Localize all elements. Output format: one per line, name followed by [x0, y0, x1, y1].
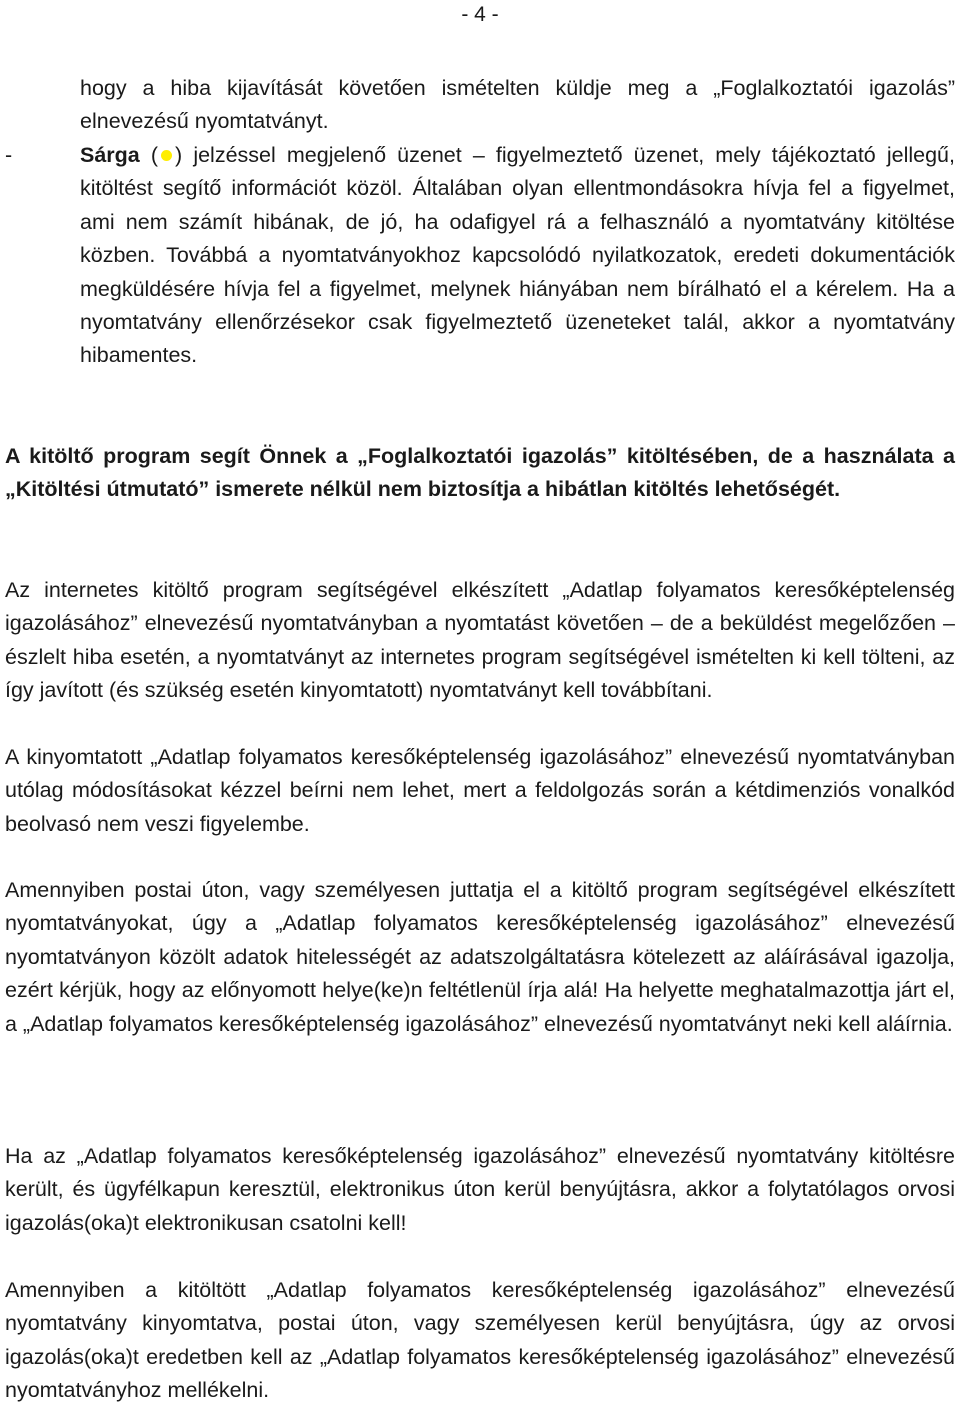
yellow-label: Sárga — [80, 143, 140, 167]
list-item-text — [80, 139, 955, 373]
paren-open: ( — [150, 143, 159, 167]
continuation-paragraph: hogy a hiba kijavítását követően ismételten küldje meg a „Foglalkoztatói igazolás” elnevezésű nyomtatványt. — [80, 76, 955, 134]
postal-submission-paragraph: Amennyiben postai úton, vagy személyesen juttatja el a kitöltő program segítségével elkészített nyomtatványokat, úgy a „Adatlap folyamatos keresőképtelenség igazolásához” elnevezésű nyomtatványon közölt adatok hitelességét az adatszolgáltatásra kötelezett az aláírásával igazolja, ezért kérjük, hogy az előnyomott helye(ke)n feltétlenül írja alá! Ha helyette meghatalmazottja járt el, a „Adatlap folyamatos keresőképtelenség igazolásához” elnevezésű nyomtatványt neki kell aláírnia. — [5, 878, 955, 1036]
list-item-yellow — [5, 139, 955, 373]
electronic-submission-paragraph: Ha az „Adatlap folyamatos keresőképtelenség igazolásához” elnevezésű nyomtatvány kitöltésre került, és ügyfélkapun keresztül, elektronikus úton kerül benyújtásra, akkor a folytatólagos orvosi igazolás(oka)t elektronikusan csatolni kell! — [5, 1144, 955, 1235]
yellow-description: jelzéssel megjelenő üzenet – figyelmeztető üzenet, mely tájékoztató jellegű, kitöltést segítő információt közöl. Általában olyan ellentmondásokra hívja fel a figyelmet, ami nem számít hibának, de jó, ha odafigyel rá a felhasználó a nyomtatvány kitöltése közben. Továbbá a nyomtatványokhoz kapcsolódó nyilatkozatok, eredeti dokumentációk megküldésére hívja fel a figyelmet, melynek hiányában nem bírálható el a kérelem. Ha a nyomtatvány ellenőrzésekor csak figyelmeztető üzeneteket talál, akkor a nyomtatvány hibamentes. — [80, 143, 955, 368]
yellow-dot-icon — [161, 150, 172, 161]
page-number: - 4 - — [461, 3, 499, 26]
printed-form-paragraph: A kinyomtatott „Adatlap folyamatos keresőképtelenség igazolásához” elnevezésű nyomtatványban utólag módosításokat kézzel beírni nem lehet, mert a feldolgozás során a kétdimenziós vonalkód beolvasó nem veszi figyelembe. — [5, 745, 955, 836]
paren-close: ) — [175, 143, 183, 167]
warning-paragraph: A kitöltő program segít Önnek a „Foglalkoztatói igazolás” kitöltésében, de a használata a „Kitöltési útmutató” ismerete nélkül nem biztosítja a hibátlan kitöltés lehetőségét. — [5, 444, 955, 502]
internet-program-paragraph: Az internetes kitöltő program segítségével elkészített „Adatlap folyamatos keresőképtelenség igazolásához” elnevezésű nyomtatványban a nyomtatást követően – de a beküldést megelőzően – észlelt hiba esetén, a nyomtatványt az internetes program segítségével ismételten ki kell tölteni, az így javított (és szükség esetén kinyomtatott) nyomtatványt kell továbbítani. — [5, 578, 955, 703]
attachment-paragraph: Amennyiben a kitöltött „Adatlap folyamatos keresőképtelenség igazolásához” elnevezésű nyomtatvány kinyomtatva, postai úton, vagy személyesen kerül benyújtásra, úgy az orvosi igazolás(oka)t eredetben kell az „Adatlap folyamatos keresőképtelenség igazolásához” elnevezésű nyomtatványhoz mellékelni. — [5, 1278, 955, 1403]
list-dash: - — [5, 143, 13, 167]
